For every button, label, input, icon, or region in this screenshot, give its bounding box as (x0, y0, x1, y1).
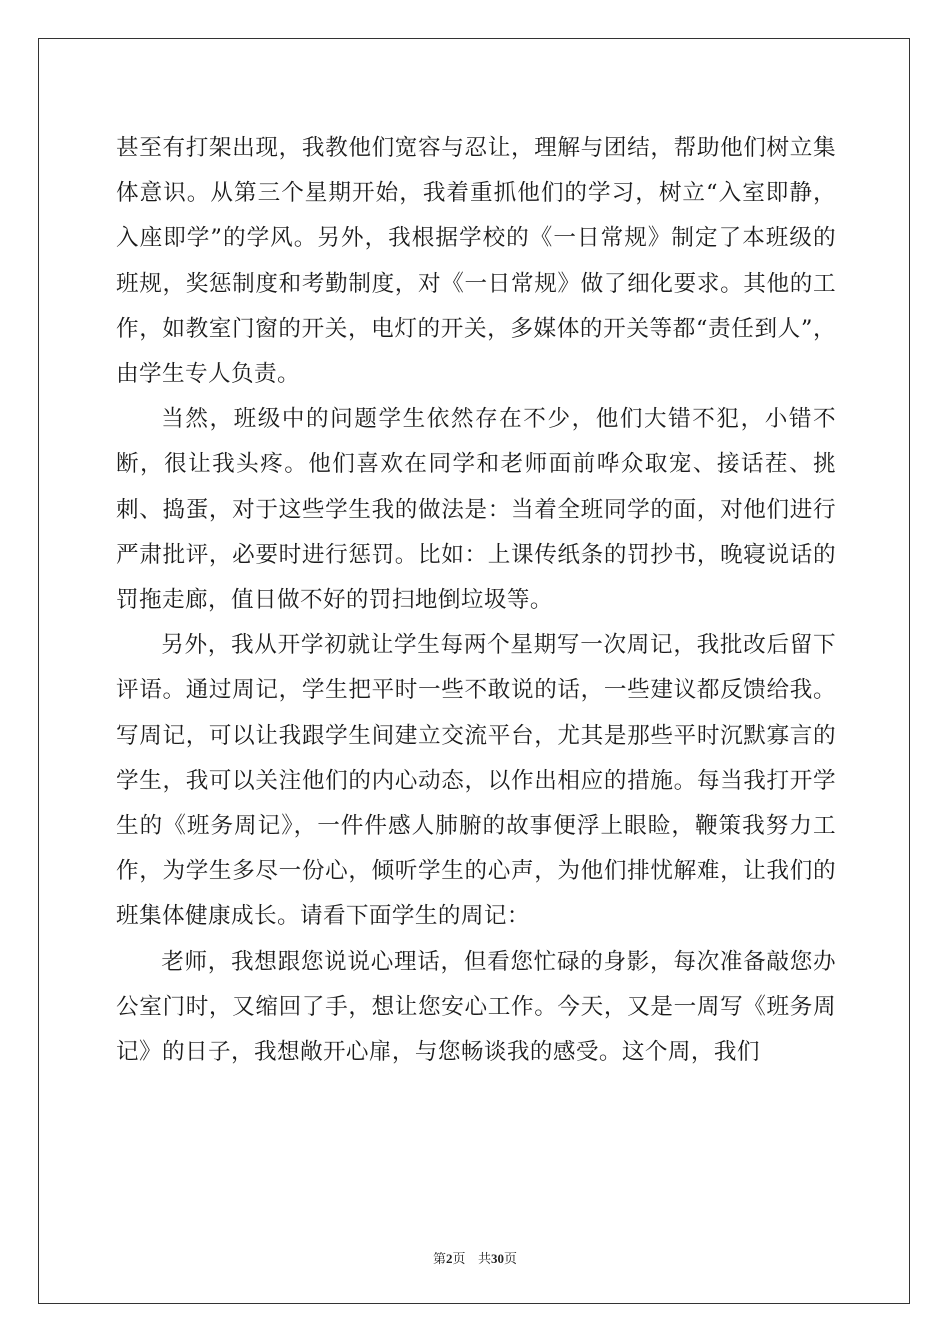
page-prefix: 第 (433, 1252, 447, 1267)
total-pages: 30 (490, 1251, 504, 1266)
paragraph: 甚至有打架出现，我教他们宽容与忍让，理解与团结，帮助他们树立集体意识。从第三个星期开始，我着重抓他们的学习，树立“入室即静，入座即学”的学风。另外，我根据学校的《一日常规》制定了本班级的班规，奖惩制度和考勤制度，对《一日常规》做了细化要求。其他的工作，如教室门窗的开关，电灯的开关，多媒体的开关等都“责任到人”，由学生专人负责。 (116, 135, 836, 388)
total-unit: 页 (503, 1252, 517, 1267)
paragraph: 另外，我从开学初就让学生每两个星期写一次周记，我批改后留下评语。通过周记，学生把平时一些不敢说的话，一些建议都反馈给我。写周记，可以让我跟学生间建立交流平台，尤其是那些平时沉默寡言的学生，我可以关注他们的内心动态，以作出相应的措施。每当我打开学生的《班务周记》，一件件感人肺腑的故事便浮上眼睑，鞭策我努力工作，为学生多尽一份心，倾听学生的心声，为他们排忧解难，让我们的班集体健康成长。请看下面学生的周记： (116, 632, 836, 930)
total-prefix: 共 (477, 1252, 491, 1267)
page-number: 2 (446, 1251, 453, 1266)
page-unit: 页 (452, 1252, 466, 1267)
document-body (116, 126, 836, 1075)
paragraph: 老师，我想跟您说说心理话，但看您忙碌的身影，每次准备敲您办公室门时，又缩回了手，想让您安心工作。今天，又是一周写《班务周记》的日子，我想敞开心扉，与您畅谈我的感受。这个周，我们 (116, 948, 836, 1066)
paragraph: 当然，班级中的问题学生依然存在不少，他们大错不犯，小错不断，很让我头疼。他们喜欢在同学和老师面前哗众取宠、接话茬、挑刺、捣蛋，对于这些学生我的做法是：当着全班同学的面，对他们进行严肃批评，必要时进行惩罚。比如：上课传纸条的罚抄书，晚寝说话的罚拖走廊，值日做不好的罚扫地倒垃圾等。 (116, 406, 836, 614)
page-footer (0, 1248, 950, 1267)
